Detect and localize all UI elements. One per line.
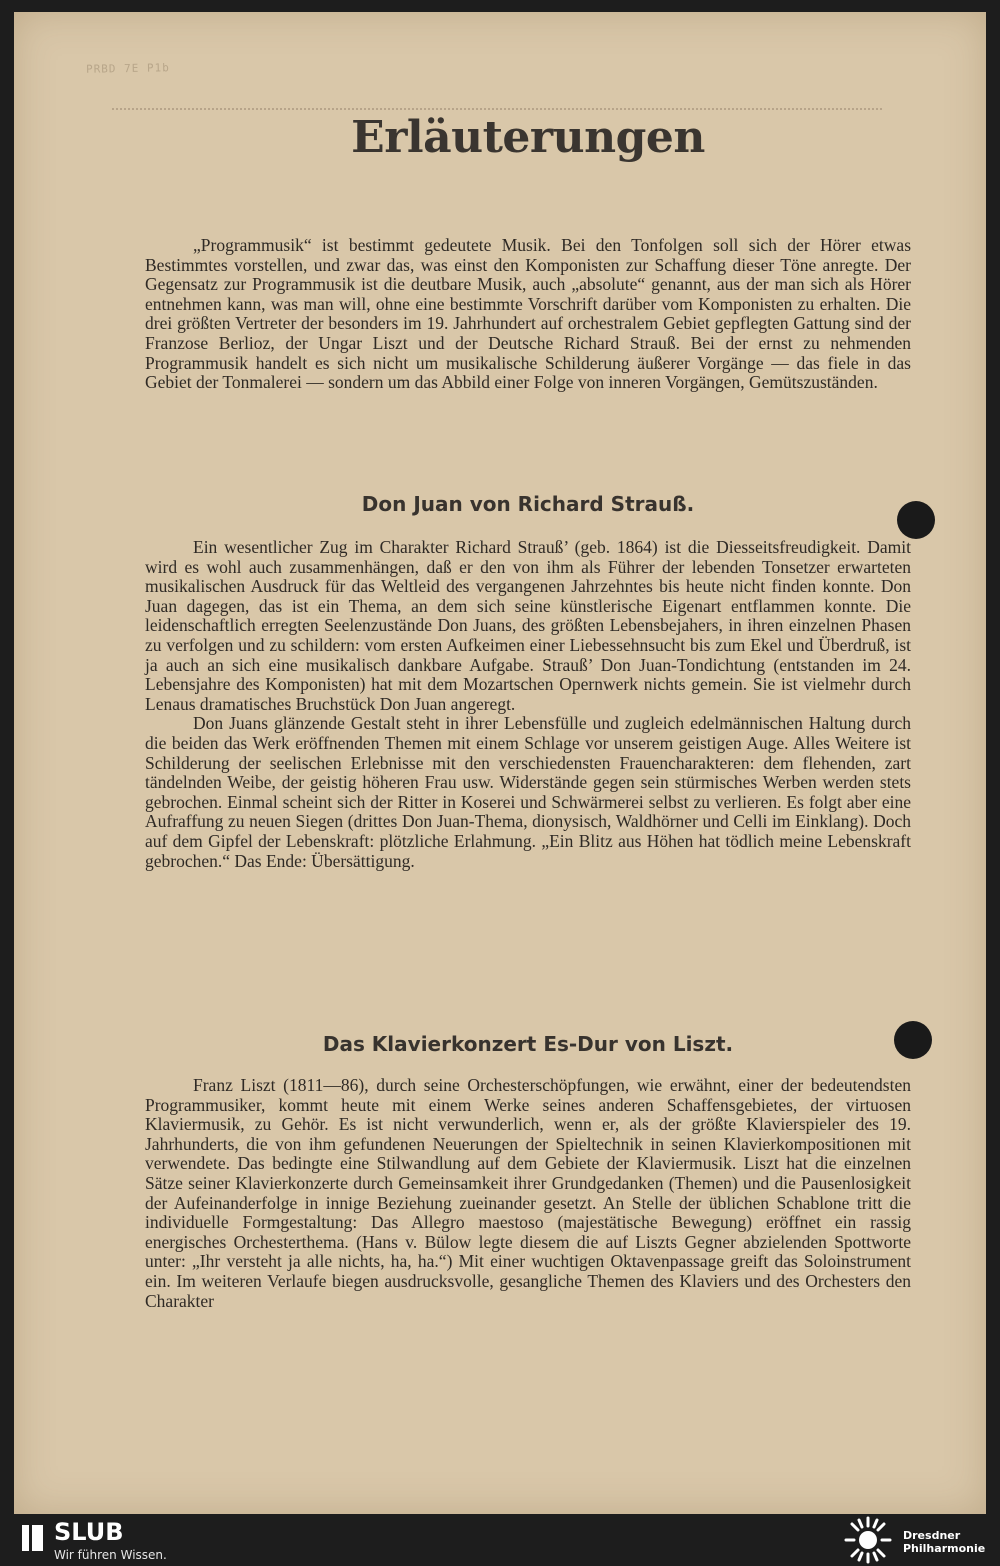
section-heading-don-juan: Don Juan von Richard Strauß.: [361, 492, 695, 516]
section-don-juan-body: [145, 538, 911, 871]
viewer-footer: [0, 1514, 1000, 1566]
archive-stamp: PRBD 7E P1b: [85, 61, 170, 76]
intro-paragraph: „Programmusik“ ist bestimmt gedeutete Musik. Bei den Tonfolgen soll sich der Hörer etwas Bestimmtes vorstellen, und zwar das, was einst den Komponisten zur Schaffung dieser Töne anregte. Der Gegensatz zur Programmusik ist die deutbare Musik, auch „absolute“ genannt, aus der man sich als Hörer entnehmen kann, was man will, ohne eine bestimmte Vorschrift darüber vom Komponisten zu erhalten. Die drei größten Vertreter der besonders im 19. Jahrhundert auf orchestralem Gebiet gepflegten Gattung sind der Franzose Berlioz, der Ungar Liszt und der Deutsche Richard Strauß. Bei der ernst zu nehmenden Programmusik handelt es sich nicht um musikalische Schilderung äußerer Vorgänge — das fiele in das Gebiet der Tonmalerei — sondern um das Abbild einer Folge von inneren Vorgängen, Gemütszuständen.: [145, 235, 911, 393]
punch-hole: [894, 1021, 932, 1059]
partner-name-line-1: Dresdner: [903, 1529, 961, 1542]
page-title: Erläuterungen: [351, 112, 705, 163]
intro-text: [145, 236, 911, 393]
section-heading-liszt: Das Klavierkonzert Es-Dur von Liszt.: [322, 1032, 734, 1056]
decorative-dotted-rule: [112, 108, 882, 110]
partner-name-line-2: Philharmonie: [903, 1542, 986, 1555]
section-don-juan-paragraph-2: Don Juans glänzende Gestalt steht in ihrer Lebensfülle und zugleich edelmännischen Haltung durch die beiden das Werk eröffnenden Themen mit einem Schlage vor unserem geistigen Auge. Alles Weitere ist Schilderung der seelischen Erlebnisse mit den verschiedensten Frauencharakteren: dem flehenden, zart tändelnden Weibe, der geistig höheren Frau usw. Widerstände gegen sein stürmisches Werben werden stets gebrochen. Einmal scheint sich der Ritter in Koserei und Schwärmerei selbst zu verlieren. Es folgt aber eine Aufraffung zu neuen Siegen (drittes Don Juan-Thema, dionysisch, Waldhörner und Celli im Einklang). Doch auf dem Gipfel der Lebenskraft: plötzliche Erlahmung. „Ein Blitz aus Höhen hat tödlich meine Lebenskraft gebrochen.“ Das Ende: Übersättigung.: [145, 713, 911, 871]
section-liszt-body: [145, 1076, 911, 1311]
section-liszt-paragraph-1: Franz Liszt (1811—86), durch seine Orchesterschöpfungen, wie erwähnt, einer der bedeutendsten Programmusiker, kommt heute mit einem Werke seines anderen Schaffensgebietes, der virtuosen Klaviermusik, zu Gehör. Es ist nicht verwunderlich, wenn er, als der größte Klavierspieler des 19. Jahrhunderts, die von ihm gefundenen Neuerungen der Spieltechnik in seinen Klavierkompositionen mit verwendete. Das bedingte eine Stilwandlung auf dem Gebiete der Klaviermusik. Liszt hat die einzelnen Sätze seiner Klavierkonzerte durch Gemeinsamkeit ihrer Grundgedanken (Themen) und die Pausenlosigkeit der Aufeinanderfolge in innige Beziehung zueinander gesetzt. An Stelle der üblichen Schablone tritt die individuelle Formgestaltung: Das Allegro maestoso (majestätische Bewegung) eröffnet ein rassig energisches Orchesterthema. (Hans v. Bülow legte diesem die auf Liszts Gegner abzielenden Spottworte unter: „Ihr versteht ja alle nichts, ha, ha.“) Mit einer wuchtigen Oktavenpassage greift das Soloinstrument ein. Im weiteren Verlaufe biegen ausdrucksvolle, gesangliche Themen des Klaviers und des Orchesters den Charakter: [145, 1075, 911, 1311]
slub-logo-icon: [14, 1522, 46, 1556]
dresdner-philharmonie-logo-text: [903, 1529, 985, 1555]
section-don-juan-paragraph-1: Ein wesentlicher Zug im Charakter Richard Strauß’ (geb. 1864) ist die Diesseitsfreudigkeit. Damit wird es wohl auch zusammenhängen, daß er den von ihm als Führer der lebenden Tonsetzer erwarteten musikalischen Ausdruck für das Weltleid des vergangenen Jahrzehntes bis heute nicht finden konnte. Don Juan dagegen, das ist ein Thema, an dem sich seine künstlerische Eigenart entflammen konnte. Die leidenschaftlich erregten Seelenzustände Don Juans, des größten Lebensbejahers, in ihren einzelnen Phasen zu verfolgen und zu schildern: vom ersten Aufkeimen einer Liebessehnsucht bis zum Ekel und Überdruß, ist ja auch an sich eine musikalisch dankbare Aufgabe. Strauß’ Don Juan-Tondichtung (entstanden im 24. Lebensjahre des Komponisten) hat mit dem Mozartschen Opernwerk nichts gemein. Sie ist vielmehr durch Lenaus dramatisches Bruchstück Don Juan angeregt.: [145, 537, 911, 714]
slub-logo-text: SLUB: [54, 1518, 124, 1546]
dresdner-philharmonie-logo-icon: [840, 1516, 896, 1564]
punch-hole: [897, 501, 935, 539]
slub-tagline: Wir führen Wissen.: [54, 1548, 167, 1562]
